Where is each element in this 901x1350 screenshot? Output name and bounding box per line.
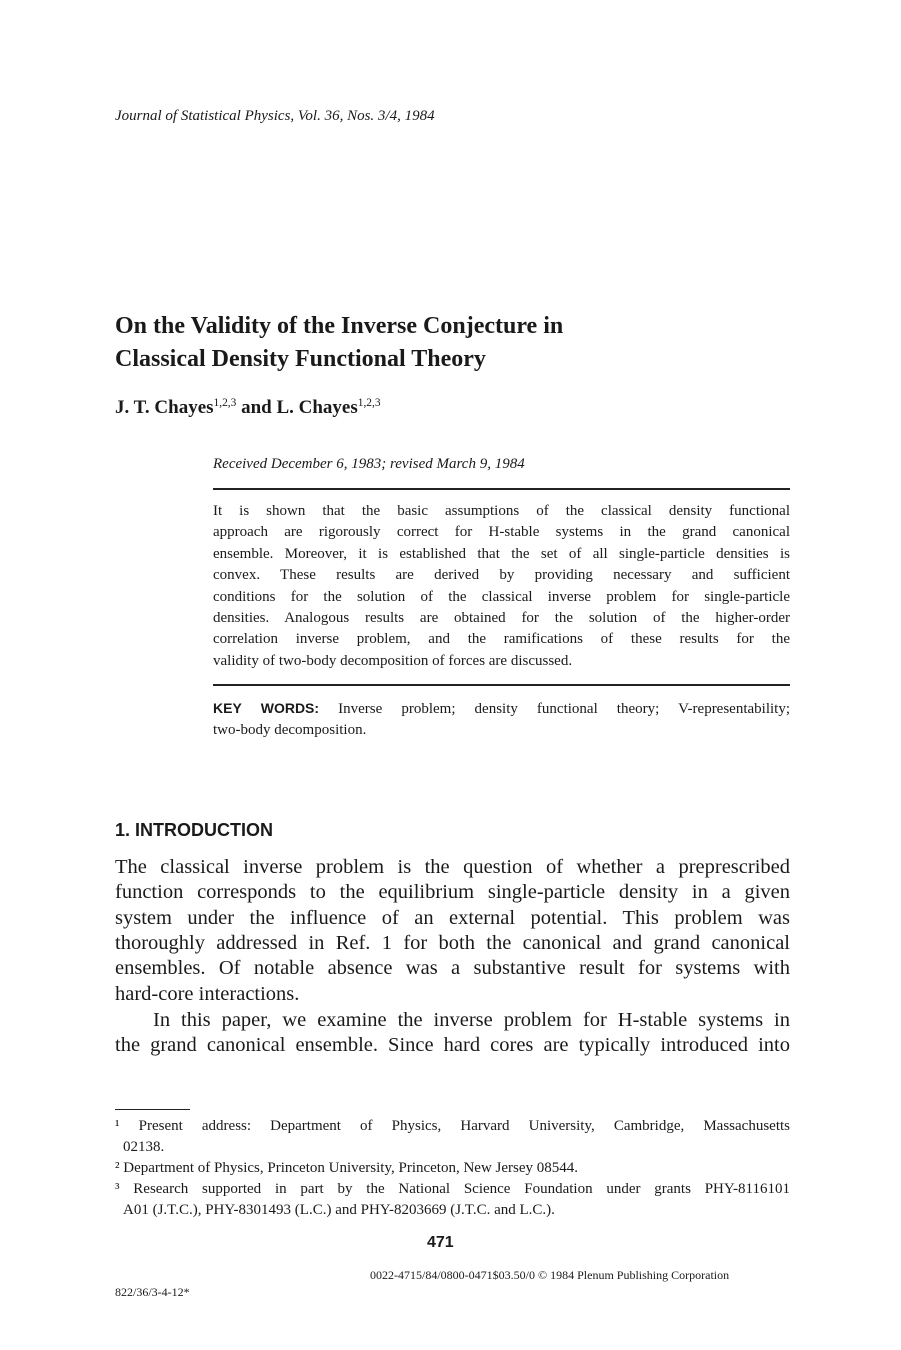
article-code: 822/36/3-4-12* — [115, 1285, 190, 1299]
author-1: J. T. Chayes — [115, 397, 214, 418]
abstract-line: densities. Analogous results are obtained for the solution of the higher-order — [213, 610, 790, 626]
footnote-line: 02138. — [123, 1139, 165, 1155]
keywords-label: KEY WORDS: — [213, 700, 320, 716]
author-2-affil: 1,2,3 — [357, 397, 381, 410]
footnote-rule — [115, 1109, 190, 1110]
abstract-line: convex. These results are derived by providing necessary and sufficient — [213, 567, 790, 584]
abstract-line: It is shown that the basic assumptions of the classical density functional — [213, 503, 790, 519]
footnote-line: ² Department of Physics, Princeton University, Princeton, New Jersey 08544. — [115, 1160, 579, 1176]
divider — [213, 684, 790, 686]
abstract-line: correlation inverse problem, and the ramifications of these results for the — [213, 631, 790, 648]
intro-line: system under the influence of an external potential. This problem was — [115, 907, 790, 929]
intro-line: ensembles. Of notable absence was a substantive result for systems with — [115, 957, 790, 979]
received-dates: Received December 6, 1983; revised March 9, 1984 — [213, 456, 525, 472]
title-line-2: Classical Density Functional Theory — [115, 346, 486, 372]
keywords-line-2: two-body decomposition. — [213, 722, 367, 738]
footnote-line: A01 (J.T.C.), PHY-8301493 (L.C.) and PHY-8203669 (J.T.C. and L.C.). — [123, 1202, 555, 1218]
journal-header: Journal of Statistical Physics, Vol. 36, Nos. 3/4, 1984 — [115, 108, 435, 124]
author-2: and L. Chayes — [241, 397, 358, 418]
author-1-affil: 1,2,3 — [213, 397, 237, 410]
footnote-line: ¹ Present address: Department of Physics, Harvard University, Cambridge, Massachusetts — [115, 1118, 790, 1134]
section-heading: 1. INTRODUCTION — [115, 820, 274, 840]
intro-line: the grand canonical ensemble. Since hard cores are typically introduced into — [115, 1034, 790, 1056]
abstract-line: ensemble. Moreover, it is established that the set of all single-particle densities is — [213, 545, 790, 562]
footnote-line: ³ Research supported in part by the National Science Foundation under grants PHY-8116101 — [115, 1181, 790, 1197]
intro-line: hard-core interactions. — [115, 983, 300, 1005]
abstract-line: approach are rigorously correct for H-stable systems in the grand canonical — [213, 524, 790, 541]
abstract-line: validity of two-body decomposition of forces are discussed. — [213, 652, 573, 669]
intro-line: function corresponds to the equilibrium single-particle density in a given — [115, 881, 790, 903]
page-number: 471 — [427, 1234, 454, 1251]
title-line-1: On the Validity of the Inverse Conjecture in — [115, 313, 564, 339]
abstract-line: conditions for the solution of the classical inverse problem for single-particle — [213, 588, 790, 605]
intro-line: thoroughly addressed in Ref. 1 for both the canonical and grand canonical — [115, 932, 790, 954]
intro-line: In this paper, we examine the inverse problem for H-stable systems in — [153, 1009, 790, 1031]
divider — [213, 488, 790, 490]
keywords-line-1: KEY WORDS: Inverse problem; density functional theory; V-representability; — [213, 700, 790, 717]
authors — [115, 397, 381, 419]
intro-line: The classical inverse problem is the question of whether a preprescribed — [115, 856, 790, 878]
copyright: 0022-4715/84/0800-0471$03.50/0 © 1984 Plenum Publishing Corporation — [370, 1268, 730, 1282]
